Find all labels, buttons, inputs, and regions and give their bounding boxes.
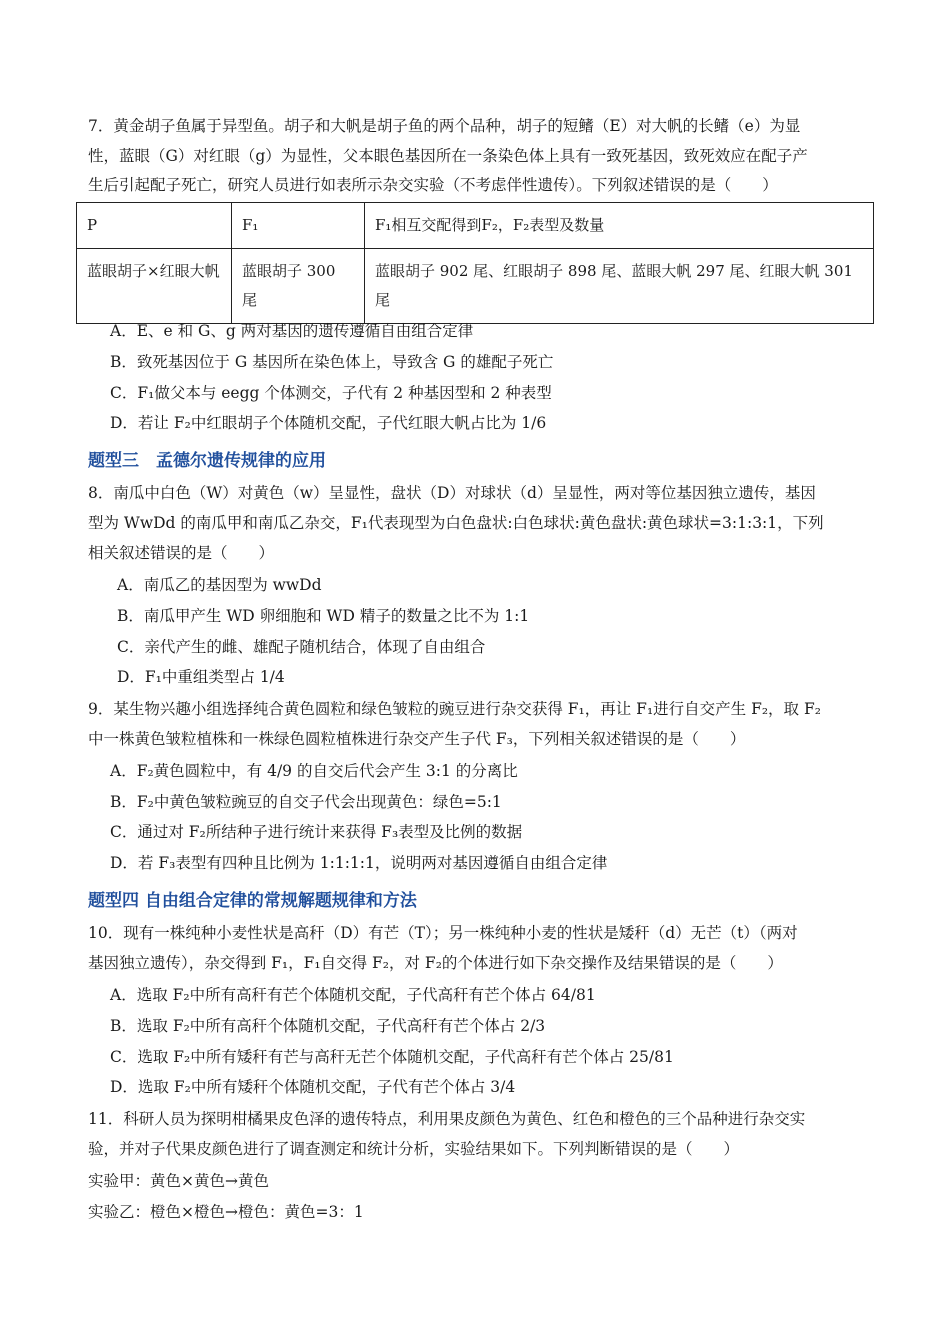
q11-experiment-a: 实验甲：黄色×黄色→黄色 [88, 1172, 269, 1190]
q9-option-c: C．通过对 F₂所结种子进行统计来获得 F₃表型及比例的数据 [110, 823, 523, 841]
q8-option-c: C．亲代产生的雌、雄配子随机结合，体现了自由组合 [117, 638, 486, 656]
q8-stem-line2: 型为 WwDd 的南瓜甲和南瓜乙杂交，F₁代表现型为白色盘状:白色球状:黄色盘状:黄色球状=3:1:3:1，下列 [88, 514, 824, 532]
table-cell: 蓝眼胡子 902 尾、红眼胡子 898 尾、蓝眼大帆 297 尾、红眼大帆 301 尾 [365, 249, 874, 324]
q10-option-d: D．选取 F₂中所有矮秆个体随机交配，子代有芒个体占 3/4 [110, 1078, 516, 1096]
q7-stem-line1: 7．黄金胡子鱼属于异型鱼。胡子和大帆是胡子鱼的两个品种，胡子的短鳍（E）对大帆的长鳍（e）为显 [88, 117, 801, 135]
table-cell: 蓝眼胡子 300 尾 [232, 249, 365, 324]
q8-stem-line3: 相关叙述错误的是（ ） [88, 544, 275, 562]
table-cell: P [77, 203, 232, 249]
q9-option-a: A．F₂黄色圆粒中，有 4/9 的自交后代会产生 3:1 的分离比 [110, 762, 518, 780]
table-cell: 蓝眼胡子×红眼大帆 [77, 249, 232, 324]
q8-option-d: D．F₁中重组类型占 1/4 [117, 668, 285, 686]
q7-option-a: A．E、e 和 G、g 两对基因的遗传遵循自由组合定律 [110, 322, 474, 340]
q7-table [76, 202, 874, 324]
q11-stem-line1: 11．科研人员为探明柑橘果皮色泽的遗传特点，利用果皮颜色为黄色、红色和橙色的三个品种进行杂交实 [88, 1110, 806, 1128]
table-row [77, 249, 874, 324]
q8-stem-line1: 8．南瓜中白色（W）对黄色（w）呈显性，盘状（D）对球状（d）呈显性，两对等位基因独立遗传，基因 [88, 484, 816, 502]
q7-option-b: B．致死基因位于 G 基因所在染色体上，导致含 G 的雄配子死亡 [110, 353, 554, 371]
table-header-row [77, 203, 874, 249]
q7-stem-line3: 生后引起配子死亡，研究人员进行如表所示杂交实验（不考虑伴性遗传）。下列叙述错误的是（ ） [88, 176, 778, 194]
q9-stem-line1: 9．某生物兴趣小组选择纯合黄色圆粒和绿色皱粒的豌豆进行杂交获得 F₁，再让 F₁进行自交产生 F₂，取 F₂ [88, 700, 821, 718]
q10-stem-line2: 基因独立遗传），杂交得到 F₁，F₁自交得 F₂，对 F₂的个体进行如下杂交操作及结果错误的是（ ） [88, 954, 783, 972]
q7-stem-line2: 性，蓝眼（G）对红眼（g）为显性，父本眼色基因所在一条染色体上具有一致死基因，致死效应在配子产 [88, 147, 808, 165]
q8-option-a: A．南瓜乙的基因型为 wwDd [117, 576, 322, 594]
section-heading-4: 题型四 自由组合定律的常规解题规律和方法 [88, 891, 417, 911]
q9-option-d: D．若 F₃表型有四种且比例为 1:1:1:1，说明两对基因遵循自由组合定律 [110, 854, 608, 872]
q9-option-b: B．F₂中黄色皱粒豌豆的自交子代会出现黄色：绿色=5:1 [110, 793, 502, 811]
q10-option-b: B．选取 F₂中所有高秆个体随机交配，子代高秆有芒个体占 2/3 [110, 1017, 546, 1035]
q10-option-c: C．选取 F₂中所有矮秆有芒与高秆无芒个体随机交配，子代高秆有芒个体占 25/81 [110, 1048, 674, 1066]
q9-stem-line2: 中一株黄色皱粒植株和一株绿色圆粒植株进行杂交产生子代 F₃，下列相关叙述错误的是（ ） [88, 730, 746, 748]
q7-option-c: C．F₁做父本与 eegg 个体测交，子代有 2 种基因型和 2 种表型 [110, 384, 552, 402]
q7-option-d: D．若让 F₂中红眼胡子个体随机交配，子代红眼大帆占比为 1/6 [110, 414, 547, 432]
q11-stem-line2: 验，并对子代果皮颜色进行了调查测定和统计分析，实验结果如下。下列判断错误的是（ ） [88, 1140, 740, 1158]
table-cell: F₁相互交配得到F₂，F₂表型及数量 [365, 203, 874, 249]
q11-experiment-b: 实验乙：橙色×橙色→橙色：黄色=3：1 [88, 1203, 364, 1221]
section-heading-3: 题型三 孟德尔遗传规律的应用 [88, 451, 326, 471]
q10-stem-line1: 10．现有一株纯种小麦性状是高秆（D）有芒（T）；另一株纯种小麦的性状是矮秆（d）无芒（t）（两对 [88, 924, 798, 942]
table-cell: F₁ [232, 203, 365, 249]
q10-option-a: A．选取 F₂中所有高秆有芒个体随机交配，子代高秆有芒个体占 64/81 [110, 986, 596, 1004]
q8-option-b: B．南瓜甲产生 WD 卵细胞和 WD 精子的数量之比不为 1:1 [117, 607, 530, 625]
